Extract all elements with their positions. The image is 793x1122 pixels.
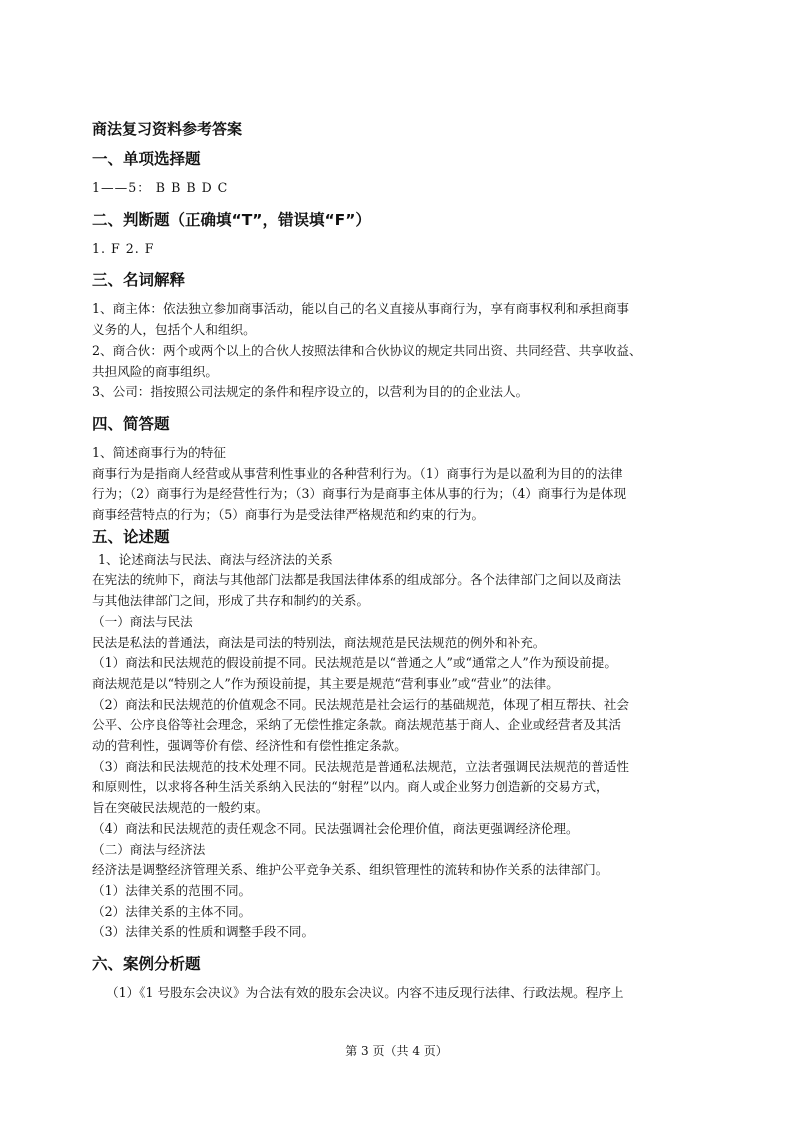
text-line: 公平、公序良俗等社会理念，采纳了无偿性推定条款。商法规范基于商人、企业或经营者及其活	[92, 717, 621, 733]
section-heading-essay: 五、论述题	[92, 527, 170, 546]
text-line: 商事行为是指商人经营或从事营利性事业的各种营利行为。（1）商事行为是以盈利为目的的法律	[92, 465, 623, 481]
essay-question: 1、论述商法与民法、商法与经济法的关系	[98, 551, 333, 567]
document-title: 商法复习资料参考答案	[92, 120, 243, 138]
page-footer: 第 3 页（共 4 页）	[345, 1044, 448, 1058]
text-line: （一）商法与民法	[92, 613, 193, 629]
text-line: （4）商法和民法规范的责任观念不同。民法强调社会伦理价值，商法更强调经济伦理。	[92, 820, 579, 836]
text-line: 与其他法律部门之间，形成了共存和制约的关系。	[92, 593, 370, 609]
text-line: 1、商主体：依法独立参加商事活动，能以自己的名义直接从事商行为，享有商事权利和承担商事	[92, 301, 629, 317]
terms-block	[92, 299, 692, 403]
true-false-answers: 1. F 2. F	[92, 240, 155, 256]
text-line: 民法是私法的普通法，商法是司法的特别法，商法规范是民法规范的例外和补充。	[92, 634, 546, 650]
text-line: （二）商法与经济法	[92, 841, 206, 857]
text-line: 在宪法的统帅下，商法与其他部门法都是我国法律体系的组成部分。各个法律部门之间以及商法	[92, 572, 621, 588]
section-heading-case-analysis: 六、案例分析题	[92, 955, 201, 974]
essay-block	[92, 550, 692, 943]
short-answer-block	[92, 443, 692, 526]
section-heading-short-answer: 四、简答题	[92, 414, 170, 433]
section-heading-terms: 三、名词解释	[92, 271, 186, 290]
text-line: 和原则性，以求将各种生活关系纳入民法的“射程”以内。商人或企业努力创造新的交易方式，	[92, 779, 609, 795]
text-line: （1）法律关系的范围不同。	[92, 882, 252, 898]
section-heading-choice: 一、单项选择题	[92, 150, 201, 168]
text-line: 商事经营特点的行为；（5）商事行为是受法律严格规范和约束的行为。	[92, 507, 485, 523]
text-line: 1、简述商事行为的特征	[92, 444, 226, 460]
case-analysis-block	[92, 983, 692, 1004]
text-line: 商法规范是以“特别之人”作为预设前提，其主要是规范“营利事业”或“营业”的法律。	[92, 675, 559, 691]
text-line: 旨在突破民法规范的一般约束。	[92, 800, 269, 816]
text-line: （2）法律关系的主体不同。	[92, 903, 252, 919]
section-heading-true-false: 二、判断题（正确填“T”，错误填“F”）	[92, 210, 371, 229]
text-line: 动的营利性，强调等价有偿、经济性和有偿性推定条款。	[92, 738, 407, 754]
text-line: 3、公司：指按照公司法规定的条件和程序设立的，以营利为目的的企业法人。	[92, 384, 529, 400]
text-line: 行为；（2）商事行为是经营性行为；（3）商事行为是商事主体从事的行为；（4）商事行为是体现	[92, 486, 627, 502]
choice-answers: 1——5： B B B D C	[92, 180, 229, 195]
text-line: （1）商法和民法规范的假设前提不同。民法规范是以“普通之人”或“通常之人”作为预设前提。	[92, 655, 617, 671]
text-line: 共担风险的商事组织。	[92, 363, 218, 379]
text-line: （2）商法和民法规范的价值观念不同。民法规范是社会运行的基础规范，体现了相互帮扶、社会	[92, 696, 629, 712]
document-body	[92, 118, 692, 1004]
text-line: 2、商合伙：两个或两个以上的合伙人按照法律和合伙协议的规定共同出资、共同经营、共享收益、	[92, 342, 642, 358]
text-line: 义务的人，包括个人和组织。	[92, 322, 256, 338]
text-line: （3）法律关系的性质和调整手段不同。	[92, 924, 315, 940]
text-line: （1）《1 号股东会决议》为合法有效的股东会决议。内容不违反现行法律、行政法规。程序上	[106, 985, 624, 1001]
text-line: （3）商法和民法规范的技术处理不同。民法规范是普通私法规范，立法者强调民法规范的普适性	[92, 758, 629, 774]
text-line: 经济法是调整经济管理关系、维护公平竞争关系、组织管理性的流转和协作关系的法律部门。	[92, 862, 609, 878]
